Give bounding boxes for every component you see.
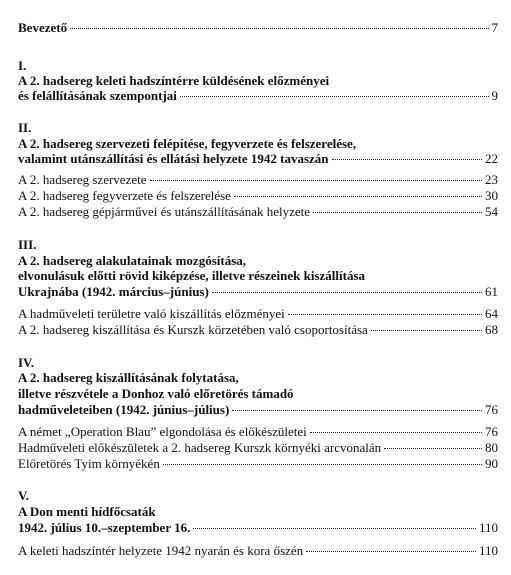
toc-subentry — [18, 188, 498, 203]
dot-leader — [310, 432, 482, 433]
page-number: 9 — [491, 88, 498, 103]
toc-subentry — [18, 306, 498, 321]
page-number: 76 — [485, 402, 498, 417]
section-title-line: Ukrajnába (1942. március–június) — [18, 284, 209, 299]
subentry-title: A hadműveleti területre való kiszállítás előzményei — [18, 306, 285, 321]
toc-entry-section-5 — [18, 520, 498, 535]
dot-leader — [212, 292, 482, 293]
section-title-line: A 2. hadsereg alakulatainak mozgósítása, — [18, 253, 247, 268]
subentry-title: A keleti hadszíntér helyzete 1942 nyarán és kora őszén — [18, 543, 304, 558]
section-numeral-1: I. — [18, 58, 27, 73]
page-number: 90 — [485, 456, 498, 471]
section-title-line: 1942. július 10.–szeptember 16. — [18, 520, 191, 535]
section-title-line: A 2. hadsereg szervezeti felépítése, fegyverzete és felszerelése, — [18, 136, 357, 151]
section-title-line: hadműveleteiben (1942. június–július) — [18, 402, 230, 417]
page-number: 54 — [485, 204, 498, 219]
subentry-title: Előretörés Tyim környékén — [18, 456, 160, 471]
section-title-line: elvonulásuk előtti rövid kiképzése, illetve részeinek kiszállítása — [18, 268, 366, 283]
section-numeral-2: II. — [18, 120, 32, 135]
dot-leader — [232, 410, 482, 411]
dot-leader — [288, 314, 482, 315]
toc-subentry — [18, 440, 498, 455]
toc-subentry — [18, 424, 498, 439]
page-number: 23 — [485, 172, 498, 187]
dot-leader — [313, 212, 482, 213]
section-title-line: valamint utánszállítási és ellátási helyzete 1942 tavaszán — [18, 151, 329, 166]
toc-subentry — [18, 172, 498, 187]
toc-entry-section-1 — [18, 88, 498, 103]
dot-leader — [234, 196, 482, 197]
toc-subentry — [18, 456, 498, 471]
dot-leader — [163, 464, 482, 465]
toc-entry-section-2 — [18, 151, 498, 166]
toc-subentry — [18, 543, 498, 558]
subentry-title: A 2. hadsereg szervezete — [18, 172, 147, 187]
subentry-title: A 2. hadsereg kiszállítása és Kurszk körzetében való csoportosítása — [18, 322, 368, 337]
page-number: 110 — [478, 543, 498, 558]
subentry-title: A 2. hadsereg gépjárművei és utánszállításának helyzete — [18, 204, 311, 219]
page-number: 68 — [485, 322, 498, 337]
section-title-line: A Don menti hídfőcsaták — [18, 504, 156, 519]
section-title-line: A 2. hadsereg kiszállításának folytatása, — [18, 370, 239, 385]
dot-leader — [371, 330, 482, 331]
page-number: 80 — [485, 440, 498, 455]
page-number: 64 — [485, 306, 498, 321]
section-numeral-3: III. — [18, 237, 37, 252]
page-number: 76 — [485, 424, 498, 439]
page-number: 110 — [478, 520, 498, 535]
dot-leader — [70, 28, 488, 29]
toc-entry-section-3 — [18, 284, 498, 299]
toc-entry-title: Bevezető — [18, 20, 68, 35]
subentry-title: A német „Operation Blau” elgondolása és előkészületei — [18, 424, 307, 439]
section-numeral-4: IV. — [18, 355, 35, 370]
page-number: 30 — [485, 188, 498, 203]
page-number: 7 — [491, 20, 498, 35]
section-title-line: illetve részvétele a Donhoz való előretörés támadó — [18, 386, 294, 401]
section-title-line: A 2. hadsereg keleti hadszíntérre küldésének előzményei — [18, 73, 330, 88]
subentry-title: A 2. hadsereg fegyverzete és felszerelése — [18, 188, 231, 203]
toc-subentry — [18, 322, 498, 337]
toc-entry-section-4 — [18, 402, 498, 417]
section-title-line: és felállításának szempontjai — [18, 88, 177, 103]
subentry-title: Hadműveleti előkészületek a 2. hadsereg Kurszk környéki arcvonalán — [18, 440, 382, 455]
dot-leader — [193, 528, 476, 529]
dot-leader — [384, 448, 482, 449]
page-number: 61 — [485, 284, 498, 299]
page-number: 22 — [485, 151, 498, 166]
dot-leader — [180, 96, 489, 97]
toc-entry-intro — [18, 20, 498, 35]
section-numeral-5: V. — [18, 488, 29, 503]
toc-subentry — [18, 204, 498, 219]
dot-leader — [150, 180, 483, 181]
dot-leader — [306, 551, 476, 552]
dot-leader — [332, 159, 482, 160]
